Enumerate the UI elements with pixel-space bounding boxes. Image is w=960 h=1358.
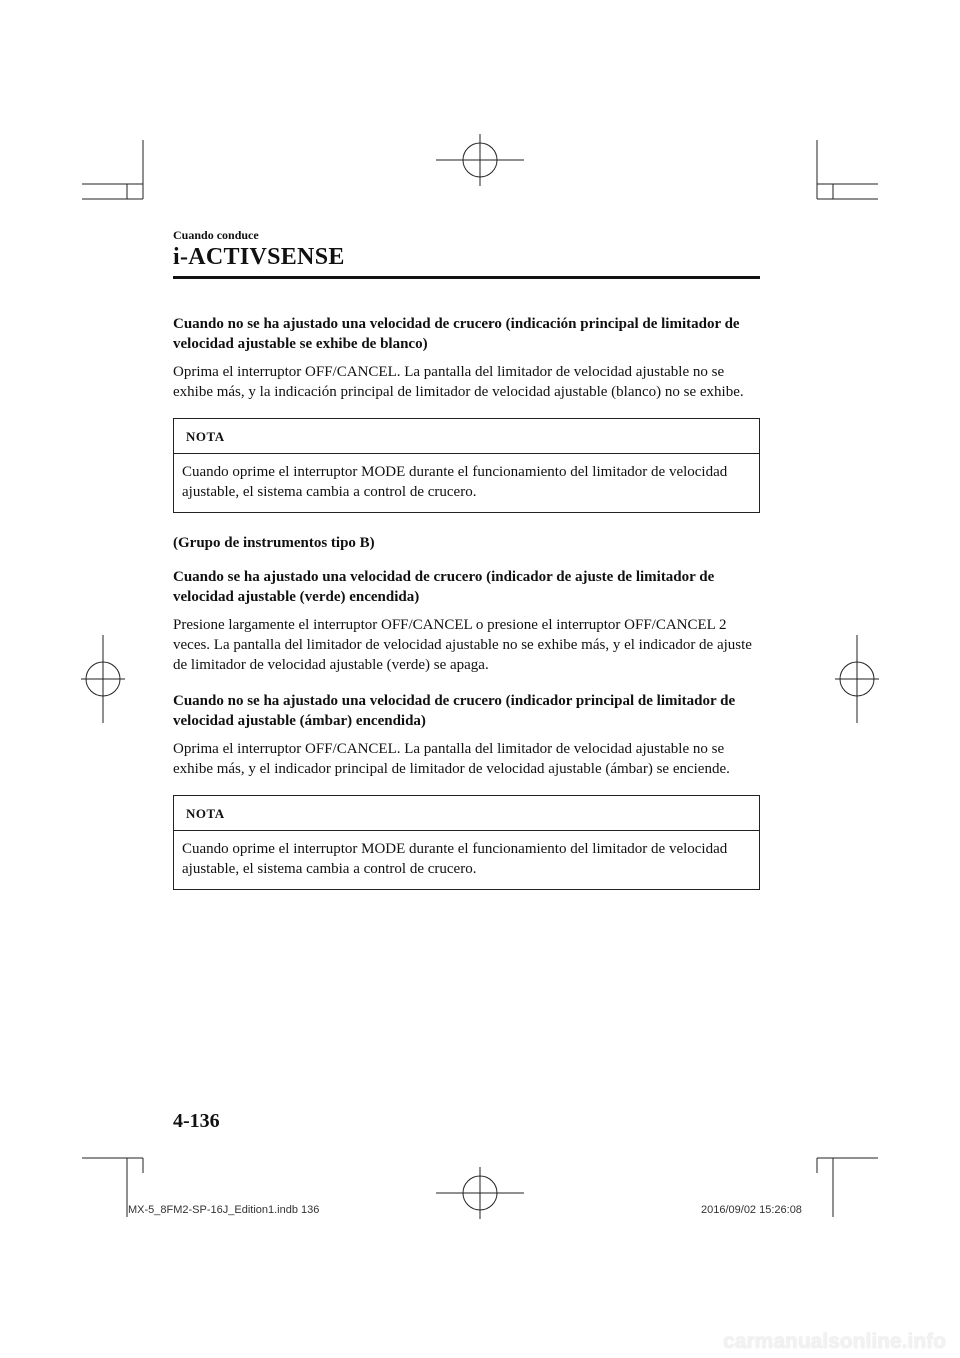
- note-title: NOTA: [174, 796, 759, 831]
- body-paragraph: Oprima el interruptor OFF/CANCEL. La pantalla del limitador de velocidad ajustable no se exhibe más, y la indicación principal de limitador de velocidad ajustable (blanco) no se exhibe.: [173, 364, 744, 400]
- note-text: Cuando oprime el interruptor MODE durante el funcionamiento del limitador de velocidad ajustable, el sistema cambia a control de crucero.: [182, 464, 728, 500]
- section-divider: [173, 276, 760, 279]
- note-text: Cuando oprime el interruptor MODE durante el funcionamiento del limitador de velocidad ajustable, el sistema cambia a control de crucero.: [182, 841, 728, 877]
- subsection-heading: Cuando no se ha ajustado una velocidad de crucero (indicación principal de limitador de velocidad ajustable se exhibe de blanco): [173, 316, 740, 352]
- body-paragraph: Presione largamente el interruptor OFF/CANCEL o presione el interruptor OFF/CANCEL 2 veces. La pantalla del limitador de velocidad ajustable no se exhibe más, y el indicador de ajuste de limitador de velocidad ajustable (verde) se apaga.: [173, 617, 752, 673]
- section-kicker: Cuando conduce: [173, 228, 259, 242]
- subsection-heading: Cuando no se ha ajustado una velocidad de crucero (indicador principal de limitador de velocidad ajustable (ámbar) encendida): [173, 693, 736, 729]
- print-timestamp: 2016/09/02 15:26:08: [701, 1204, 802, 1216]
- page-number: 4-136: [173, 1110, 220, 1132]
- note-title: NOTA: [174, 419, 759, 454]
- subsection-heading: Cuando se ha ajustado una velocidad de crucero (indicador de ajuste de limitador de velocidad ajustable (verde) encendida): [173, 569, 715, 605]
- body-paragraph: Oprima el interruptor OFF/CANCEL. La pantalla del limitador de velocidad ajustable no se exhibe más, y el indicador principal de limitador de velocidad ajustable (ámbar) se enciende.: [173, 741, 730, 777]
- section-title: i-ACTIVSENSE: [173, 244, 345, 270]
- group-heading: (Grupo de instrumentos tipo B): [173, 535, 375, 551]
- site-watermark: carmanualsonline.info: [723, 1330, 946, 1353]
- print-file-info: MX-5_8FM2-SP-16J_Edition1.indb 136: [128, 1204, 320, 1216]
- note-box: [173, 418, 760, 513]
- note-box: [173, 795, 760, 890]
- page-content: [173, 314, 760, 910]
